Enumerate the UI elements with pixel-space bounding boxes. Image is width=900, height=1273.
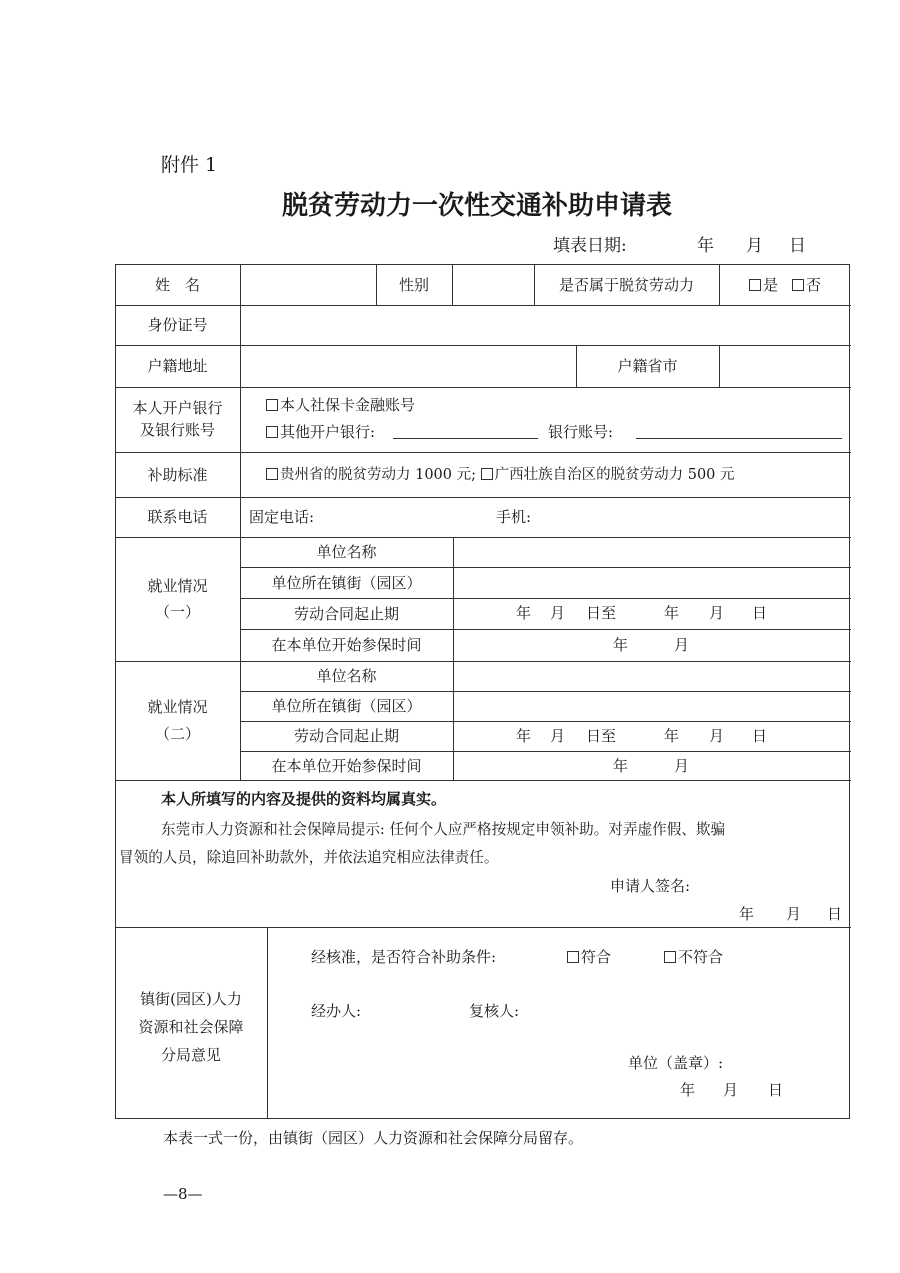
province-label: 户籍省市 [617, 357, 678, 375]
subsidy-option1-label: 贵州省的脱贫劳动力 1000 元; [280, 467, 477, 483]
office-label [115, 927, 267, 1119]
review-label: 经核准，是否符合补助条件: [311, 948, 497, 966]
address-field[interactable] [241, 346, 575, 386]
subsidy-option2-label: 广西壮族自治区的脱贫劳动力 500 元 [494, 467, 735, 483]
mobile-label: 手机: [496, 508, 532, 526]
date-part: 年 [613, 757, 629, 775]
footer-note: 本表一式一份，由镇街（园区）人力资源和社会保障分局留存。 [163, 1129, 584, 1147]
poverty-label: 是否属于脱贫劳动力 [558, 275, 694, 294]
gender-field[interactable] [453, 265, 533, 304]
checkbox-icon[interactable] [749, 279, 761, 291]
date-part: 月 [674, 636, 690, 654]
checkbox-icon[interactable] [792, 279, 804, 291]
employer-town-label: 单位所在镇街（园区） [271, 697, 422, 715]
employer-name-label: 单位名称 [316, 543, 377, 561]
contact-label: 联系电话 [147, 508, 208, 526]
poverty-yes-option[interactable] [749, 273, 778, 297]
date-part: 日至 [586, 727, 617, 745]
date-part: 年 [664, 604, 680, 622]
employer-name-label: 单位名称 [316, 667, 377, 685]
signature-field[interactable] [705, 872, 845, 896]
account-input[interactable] [636, 424, 842, 439]
office-month: 月 [723, 1081, 739, 1099]
date-part: 月 [709, 727, 725, 745]
employment-1-label-line1: 就业情况 [147, 576, 208, 595]
subsidy-options [266, 468, 735, 483]
gender-label: 性别 [398, 275, 429, 294]
contract-period-label: 劳动合同起止期 [293, 604, 399, 623]
bank-option2-label: 其他开户银行: [280, 423, 376, 441]
date-part: 日 [752, 727, 768, 745]
subsidy-label: 补助标准 [147, 465, 208, 484]
insured-since-label: 在本单位开始参保时间 [271, 636, 422, 654]
account-label: 银行账号: [548, 423, 614, 441]
name-field[interactable] [241, 265, 375, 304]
fill-date-year: 年 [697, 236, 714, 256]
bank-option-other[interactable] [266, 425, 375, 440]
employment-2-label-line2: （二） [154, 724, 200, 743]
checkbox-icon[interactable] [481, 468, 493, 480]
office-label-line1: 镇街(园区)人力 [140, 990, 242, 1009]
bank-option-social-card[interactable] [266, 398, 415, 413]
no-label: 否 [806, 275, 822, 294]
divider [115, 780, 851, 781]
date-part: 月 [674, 757, 690, 775]
employment-1-label [115, 537, 240, 661]
employer-town-field[interactable] [454, 692, 849, 720]
fill-date-day: 日 [789, 236, 806, 256]
reviewer-label: 复核人: [469, 1002, 520, 1020]
id-field[interactable] [241, 306, 849, 344]
other-bank-input[interactable] [393, 424, 538, 439]
office-label-line2: 资源和社会保障 [138, 1018, 244, 1037]
date-part: 月 [550, 604, 566, 622]
declaration-month: 月 [786, 905, 802, 923]
insured-since-label: 在本单位开始参保时间 [271, 756, 422, 775]
fill-date-label: 填表日期: [553, 236, 627, 256]
subsidy-option-guizhou[interactable] [266, 467, 476, 483]
eligible-label: 符合 [581, 948, 612, 966]
date-part: 日至 [586, 604, 617, 622]
date-part: 月 [550, 727, 566, 745]
date-part: 年 [516, 604, 532, 622]
declaration-day: 日 [827, 905, 843, 923]
checkbox-icon[interactable] [266, 426, 278, 438]
yes-label: 是 [762, 275, 778, 294]
declaration-notice-line1: 东莞市人力资源和社会保障局提示: 任何个人应严格按规定申领补助。对弄虚作假、欺骗 [161, 821, 726, 838]
bank-label-line2: 及银行账号 [139, 420, 215, 439]
declaration-notice-line2: 冒领的人员，除追回补助款外，并依法追究相应法律责任。 [119, 849, 499, 866]
subsidy-option-guangxi[interactable] [481, 467, 735, 483]
signature-label: 申请人签名: [610, 877, 691, 895]
mobile-field[interactable] [545, 500, 845, 534]
date-part: 年 [613, 636, 629, 654]
name-label: 姓 名 [154, 275, 200, 294]
seal-label: 单位（盖章）: [628, 1054, 724, 1072]
office-label-line3: 分局意见 [160, 1045, 221, 1064]
province-field[interactable] [720, 346, 849, 386]
checkbox-icon[interactable] [266, 399, 278, 411]
bank-option1-label: 本人社保卡金融账号 [280, 396, 416, 414]
declaration-year: 年 [739, 905, 755, 923]
office-year: 年 [680, 1081, 696, 1099]
page-title: 脱贫劳动力一次性交通补助申请表 [282, 191, 673, 221]
office-day: 日 [768, 1081, 784, 1099]
employment-2-label [115, 661, 240, 780]
attachment-label: 附件 1 [161, 154, 218, 176]
checkbox-icon[interactable] [266, 468, 278, 480]
handler-label: 经办人: [311, 1002, 362, 1020]
id-label: 身份证号 [147, 316, 208, 334]
checkbox-icon[interactable] [567, 951, 579, 963]
employment-1-label-line2: （一） [154, 603, 200, 621]
landline-field[interactable] [330, 500, 480, 534]
date-part: 年 [516, 727, 532, 745]
date-part: 月 [709, 604, 725, 622]
divider [267, 927, 268, 1119]
ineligible-option[interactable] [664, 950, 723, 965]
bank-label [115, 387, 240, 452]
employer-town-label: 单位所在镇街（园区） [271, 573, 422, 592]
landline-label: 固定电话: [249, 508, 315, 526]
employer-name-field[interactable] [454, 538, 849, 566]
fill-date-month: 月 [746, 236, 763, 256]
bank-label-line1: 本人开户银行 [132, 398, 223, 417]
employer-name-field[interactable] [454, 662, 849, 690]
poverty-options [719, 264, 851, 305]
page-number: —8— [163, 1185, 203, 1203]
address-label: 户籍地址 [147, 357, 208, 375]
employment-2-label-line1: 就业情况 [147, 698, 208, 717]
eligible-option[interactable] [567, 950, 611, 965]
date-part: 年 [664, 727, 680, 745]
contract-period-label: 劳动合同起止期 [293, 727, 399, 745]
declaration-statement: 本人所填写的内容及提供的资料均属真实。 [161, 790, 447, 808]
ineligible-label: 不符合 [678, 948, 724, 966]
checkbox-icon[interactable] [664, 951, 676, 963]
poverty-no-option[interactable] [792, 273, 821, 297]
date-part: 日 [752, 604, 768, 622]
employer-town-field[interactable] [454, 568, 849, 597]
